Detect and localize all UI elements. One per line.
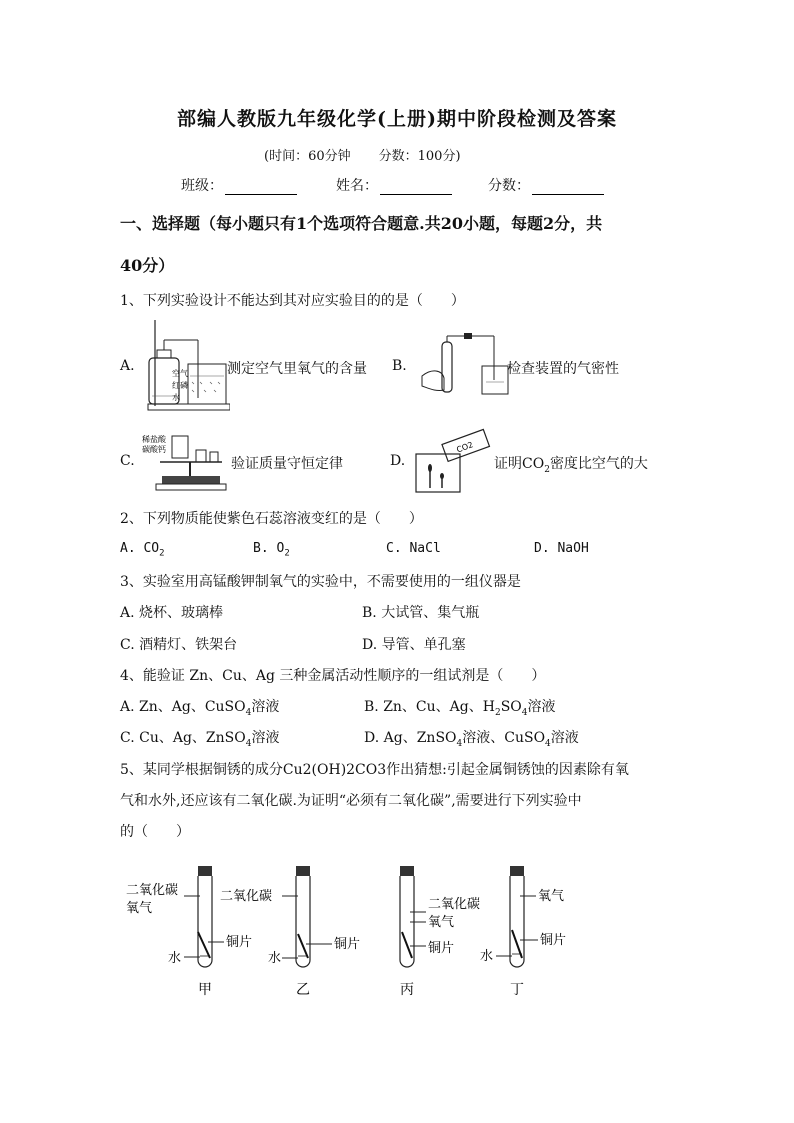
name-field: 姓名： (336, 175, 452, 195)
svg-text:乙: 乙 (296, 982, 310, 998)
q3-option-b: B. 大试管、集气瓶 (362, 605, 480, 621)
q3-option-c: C. 酒精灯、铁架台 (120, 637, 238, 653)
question-3-stem: 3、实验室用高锰酸钾制氧气的实验中，不需要使用的一组仪器是 (120, 574, 521, 590)
svg-text:铜片: 铜片 (226, 935, 253, 950)
class-blank[interactable] (225, 180, 297, 195)
question-5-line1: 5、某同学根据铜锈的成分Cu2(OH)2CO3作出猜想:引起金属铜锈蚀的因素除有氧 (120, 762, 629, 778)
tube-yi (220, 866, 360, 998)
q4-option-c: C. Cu、Ag、ZnSO$_4$溶液 (120, 730, 280, 749)
page-title: 部编人教版九年级化学(上册)期中阶段检测及答案 (177, 108, 617, 130)
score-field: 分数： (488, 175, 604, 195)
q2-option-a: A. $CO_2$ (120, 541, 165, 559)
question-2-stem: 2、下列物质能使紫色石蕊溶液变红的是（ ） (120, 511, 423, 527)
q1-figure-d (412, 424, 496, 494)
q3-option-a: A. 烧杯、玻璃棒 (120, 605, 224, 621)
svg-text:氧气: 氧气 (126, 901, 153, 916)
svg-text:水: 水 (268, 951, 282, 966)
fig-label-phosphorus: 红磷 (172, 381, 188, 390)
svg-text:水: 水 (168, 951, 182, 966)
q4-option-b: B. Zn、Cu、Ag、$H_2SO_4$溶液 (364, 699, 556, 718)
svg-text:氧气: 氧气 (538, 889, 565, 904)
tube-bing (400, 866, 480, 998)
svg-text:二氧化碳: 二氧化碳 (428, 897, 481, 912)
q4-option-d: D. Ag、ZnSO$_4$溶液、CuSO$_4$溶液 (364, 730, 579, 749)
svg-text:铜片: 铜片 (334, 937, 361, 952)
svg-text:丁: 丁 (510, 982, 524, 998)
svg-text:甲: 甲 (198, 982, 212, 998)
exam-meta (264, 145, 489, 164)
class-field: 班级： (181, 175, 297, 195)
svg-text:铜片: 铜片 (540, 933, 567, 948)
exam-score: 分数：100分) (378, 149, 461, 164)
exam-time: (时间：60分钟 (264, 149, 351, 164)
q1-option-c-text: 验证质量守恒定律 (231, 456, 343, 472)
score-blank[interactable] (532, 180, 604, 195)
q1-figure-b (414, 330, 510, 400)
q1-option-d-label: D. (390, 453, 406, 469)
q1-option-c-label: C. (120, 453, 135, 469)
question-5-line3: 的（ ） (120, 824, 190, 840)
tube-jia (126, 866, 252, 998)
section-title-line2: 40分） (120, 256, 175, 275)
svg-text:铜片: 铜片 (428, 941, 455, 956)
q5-test-tubes-figure (120, 858, 590, 1008)
q2-option-b: B. $O_2$ (253, 541, 290, 559)
q2-option-d: D. NaOH (534, 541, 589, 556)
question-5-line2: 气和水外,还应该有二氧化碳.为证明“必须有二氧化碳”,需要进行下列实验中 (120, 793, 582, 809)
svg-text:丙: 丙 (400, 982, 414, 998)
q1-option-a-text: 测定空气里氧气的含量 (227, 361, 367, 377)
fig-label-hcl: 稀盐酸 (142, 435, 166, 444)
tube-ding (480, 866, 566, 998)
question-4-stem: 4、能验证 Zn、Cu、Ag 三种金属活动性顺序的一组试剂是（ ） (120, 668, 546, 684)
q3-option-d: D. 导管、单孔塞 (362, 637, 466, 653)
fig-label-caco3: 碳酸钙 (142, 445, 166, 454)
svg-text:二氧化碳: 二氧化碳 (126, 883, 179, 898)
question-1-stem: 1、下列实验设计不能达到其对应实验目的的是（ ） (120, 293, 465, 309)
fig-label-water: 水 (172, 393, 180, 402)
q1-option-b-text: 检查装置的气密性 (507, 361, 619, 377)
q1-figure-a (140, 318, 230, 414)
fig-label-air: 空气 (172, 369, 188, 378)
q1-figure-c (140, 428, 232, 494)
q1-option-d-text: 证明$CO_2$密度比空气的大 (494, 456, 648, 475)
fig-label-co2: CO2 (455, 440, 475, 455)
q4-option-a: A. Zn、Ag、CuSO$_4$溶液 (120, 699, 280, 718)
svg-text:二氧化碳: 二氧化碳 (220, 889, 273, 904)
section-title-line1: 一、选择题（每小题只有1个选项符合题意.共20小题，每题2分，共 (120, 214, 603, 233)
svg-text:水: 水 (480, 949, 494, 964)
q1-option-b-label: B. (392, 358, 407, 374)
svg-text:氧气: 氧气 (428, 915, 455, 930)
q1-option-a-label: A. (120, 358, 135, 374)
name-blank[interactable] (380, 180, 452, 195)
q2-option-c: C. NaCl (386, 541, 441, 556)
